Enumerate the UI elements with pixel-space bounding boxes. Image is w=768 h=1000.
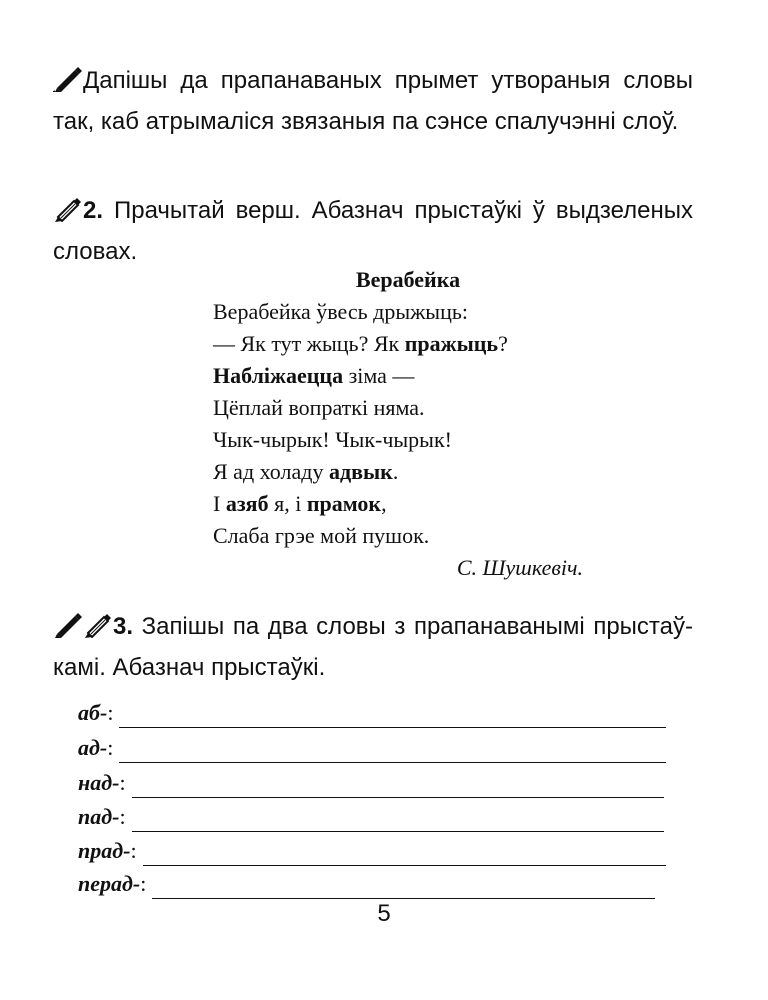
answer-line[interactable] <box>119 705 666 728</box>
task-2-number: 2. <box>83 197 104 224</box>
poem-line-2: — Як тут жыць? Як пражыць? <box>213 331 508 356</box>
poem-line-5: Чык-чырык! Чык-чырык! <box>213 427 452 452</box>
task-3 <box>53 608 693 686</box>
task-3-number: 3. <box>113 613 134 640</box>
pen-icon <box>53 610 83 649</box>
answer-line[interactable] <box>119 740 666 763</box>
prefix-label: прад- <box>78 838 131 863</box>
prefix-label: перад- <box>78 871 141 896</box>
answer-line[interactable] <box>143 843 666 866</box>
answer-row-nad: над- : <box>78 768 664 798</box>
answer-row-ab: аб- : <box>78 698 666 728</box>
pencil-icon <box>53 194 83 233</box>
intro-task <box>53 62 693 140</box>
poem-line-3: Набліжаецца зіма — <box>213 363 415 388</box>
poem-line-4: Цёплай вопраткі няма. <box>213 395 425 420</box>
task-2 <box>53 192 693 270</box>
answer-row-ad: ад- : <box>78 733 666 763</box>
answer-row-prad: прад- : <box>78 836 666 866</box>
task-2-instruction: Прачытай верш. Абазнач прыстаўкі ў выдзеленых словах. <box>53 197 694 265</box>
answer-row-pad: пад- : <box>78 802 664 832</box>
poem-line-1: Верабейка ўвесь дрыжыць: <box>213 299 469 324</box>
poem-line-6: Я ад холаду адвык. <box>213 459 399 484</box>
poem-line-8: Слаба грэе мой пушок. <box>213 523 430 548</box>
task-3-instruction: Запішы па два словы з прапанаванымі прыстаўкамі. Абазнач прыстаўкі. <box>53 613 693 681</box>
prefix-label: пад- <box>78 804 120 829</box>
poem <box>213 264 633 584</box>
prefix-label: аб- <box>78 700 108 725</box>
poem-author: С. Шушкевіч. <box>456 555 583 580</box>
prefix-label: над- <box>78 770 120 795</box>
answer-line[interactable] <box>132 775 664 798</box>
page-number: 5 <box>377 900 391 927</box>
poem-line-7: І азяб я, і прамок, <box>213 491 387 516</box>
prefix-label: ад- <box>78 735 108 760</box>
pen-icon <box>53 64 83 103</box>
answer-row-perad: перад- : <box>78 869 655 899</box>
answer-line[interactable] <box>132 809 664 832</box>
poem-title: Верабейка <box>355 267 461 292</box>
pencil-icon <box>83 610 113 649</box>
intro-text: Дапішы да прапанаваных прымет утвораныя словы так, каб атрымаліся звязаныя па сэнсе спалучэнні слоў. <box>53 67 693 135</box>
